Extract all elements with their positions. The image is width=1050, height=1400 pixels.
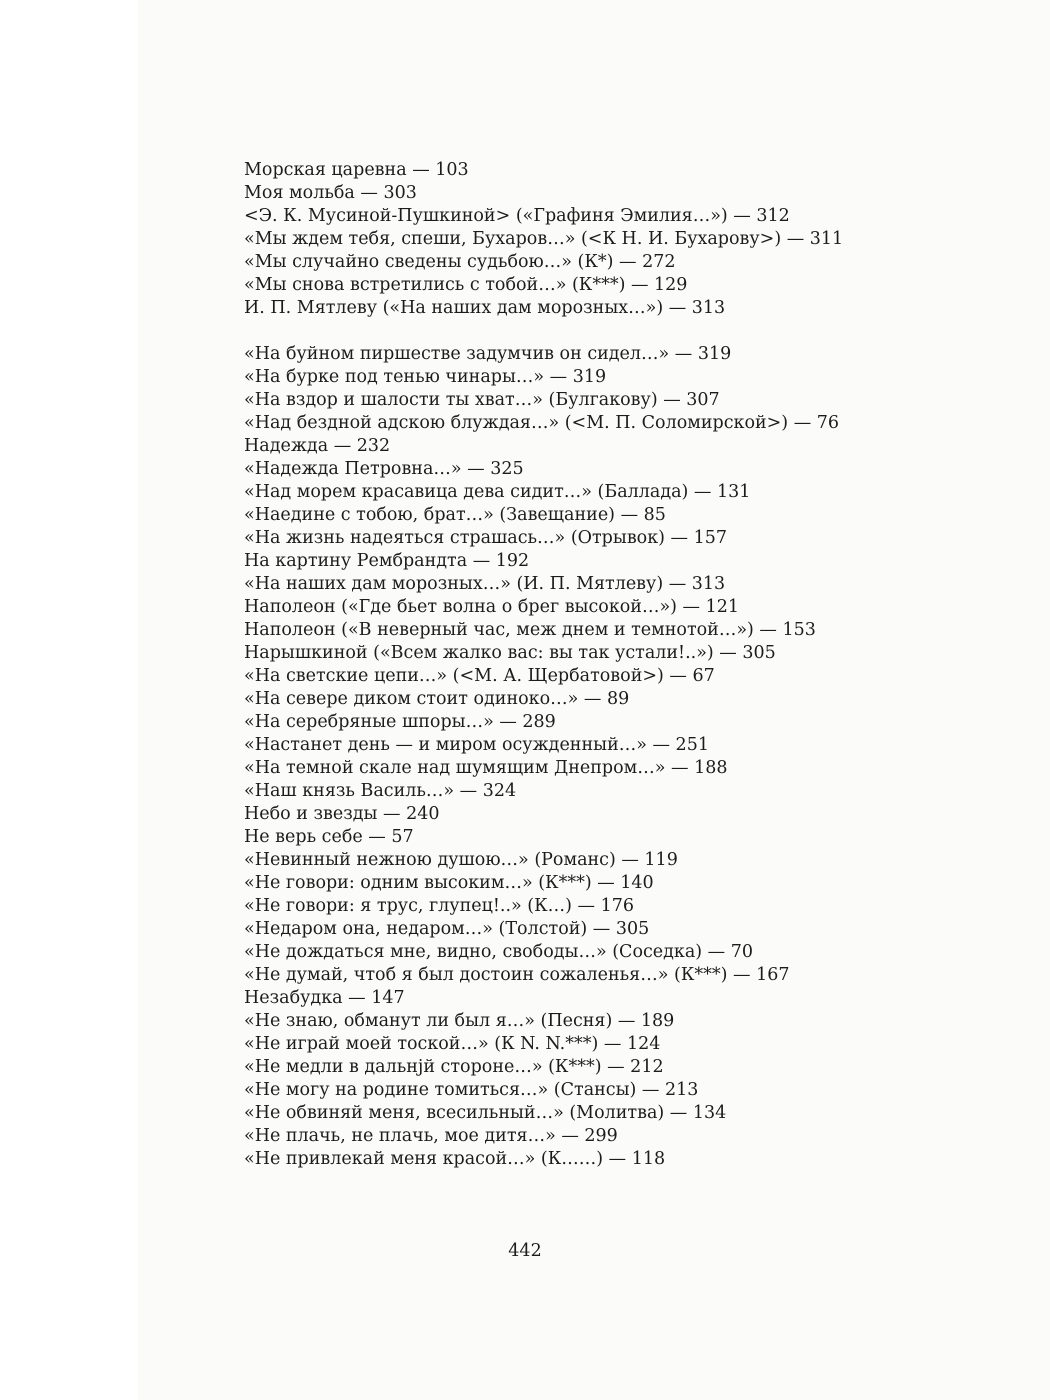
index-entry: Незабудка — 147 xyxy=(244,988,405,1008)
index-entry: «На буйном пиршестве задумчив он сидел…» — 319 xyxy=(244,344,732,364)
index-entry: «Мы ждем тебя, спеши, Бухаров…» (<К Н. И. Бухарову>) — 311 xyxy=(244,229,844,249)
index-entry: «Не думай, чтоб я был достоин сожаленья…» (К***) — 167 xyxy=(244,965,790,985)
page-number: 442 xyxy=(508,1241,542,1261)
index-entry: «Недаром она, недаром…» (Толстой) — 305 xyxy=(244,919,650,939)
index-entry: «Не могу на родине томиться…» (Стансы) — 213 xyxy=(244,1080,699,1100)
index-entry: Небо и звезды — 240 xyxy=(244,804,440,824)
index-entry: <Э. К. Мусиной-Пушкиной> («Графиня Эмилия…») — 312 xyxy=(244,206,790,226)
index-entry: Надежда — 232 xyxy=(244,436,391,456)
index-entry: «Не привлекай меня красой…» (К……) — 118 xyxy=(244,1149,666,1169)
index-entry: «На наших дам морозных…» (И. П. Мятлеву) — 313 xyxy=(244,574,726,594)
index-entry: Нарышкиной («Всем жалко вас: вы так устали!..») — 305 xyxy=(244,643,776,663)
index-entry: «На севере диком стоит одиноко…» — 89 xyxy=(244,689,630,709)
index-entry: «Не знаю, обманут ли был я…» (Песня) — 189 xyxy=(244,1011,675,1031)
index-entry: «Не играй моей тоской…» (К N. N.***) — 124 xyxy=(244,1034,661,1054)
index-entry: «Настанет день — и миром осужденный…» — 251 xyxy=(244,735,709,755)
index-entry: И. П. Мятлеву («На наших дам морозных…») — 313 xyxy=(244,298,726,318)
index-entry: «Наедине с тобою, брат…» (Завещание) — 85 xyxy=(244,505,666,525)
index-entry: «Не медли в дальнјй стороне…» (К***) — 212 xyxy=(244,1057,664,1077)
index-entry: «Наш князь Василь…» — 324 xyxy=(244,781,517,801)
index-entry: «Не дождаться мне, видно, свободы…» (Соседка) — 70 xyxy=(244,942,754,962)
index-entry: «Невинный нежною душою…» (Романс) — 119 xyxy=(244,850,678,870)
index-entry: На картину Рембрандта — 192 xyxy=(244,551,530,571)
index-entry: «Надежда Петровна…» — 325 xyxy=(244,459,524,479)
index-entry: «Мы случайно сведены судьбою…» (К*) — 272 xyxy=(244,252,676,272)
index-entry: «На темной скале над шумящим Днепром…» — 188 xyxy=(244,758,728,778)
index-entry: «Не говори: я трус, глупец!..» (К…) — 176 xyxy=(244,896,635,916)
index-entry: «На вздор и шалости ты хват…» (Булгакову) — 307 xyxy=(244,390,720,410)
index-entry: «Не плачь, не плачь, мое дитя…» — 299 xyxy=(244,1126,618,1146)
title-index xyxy=(244,159,884,1171)
index-entry: Моя мольба — 303 xyxy=(244,183,417,203)
index-entry: «Не обвиняй меня, всесильный…» (Молитва) — 134 xyxy=(244,1103,727,1123)
index-entry: «Мы снова встретились с тобой…» (К***) — 129 xyxy=(244,275,688,295)
index-entry: «На светские цепи…» (<М. А. Щербатовой>) — 67 xyxy=(244,666,715,686)
index-entry: Наполеон («В неверный час, меж днем и темнотой…») — 153 xyxy=(244,620,816,640)
index-entry: «Не говори: одним высоким…» (К***) — 140 xyxy=(244,873,654,893)
letter-group-spacer xyxy=(244,320,884,343)
index-entry: «На серебряные шпоры…» — 289 xyxy=(244,712,556,732)
index-entry: «Над морем красавица дева сидит…» (Баллада) — 131 xyxy=(244,482,751,502)
index-entry: Морская царевна — 103 xyxy=(244,160,469,180)
index-entry: «На бурке под тенью чинары…» — 319 xyxy=(244,367,607,387)
index-entry: «На жизнь надеяться страшась…» (Отрывок) — 157 xyxy=(244,528,727,548)
index-entry: Не верь себе — 57 xyxy=(244,827,414,847)
index-entry: «Над бездной адскою блуждая…» (<М. П. Соломирской>) — 76 xyxy=(244,413,840,433)
index-entry: Наполеон («Где бьет волна о брег высокой…») — 121 xyxy=(244,597,740,617)
